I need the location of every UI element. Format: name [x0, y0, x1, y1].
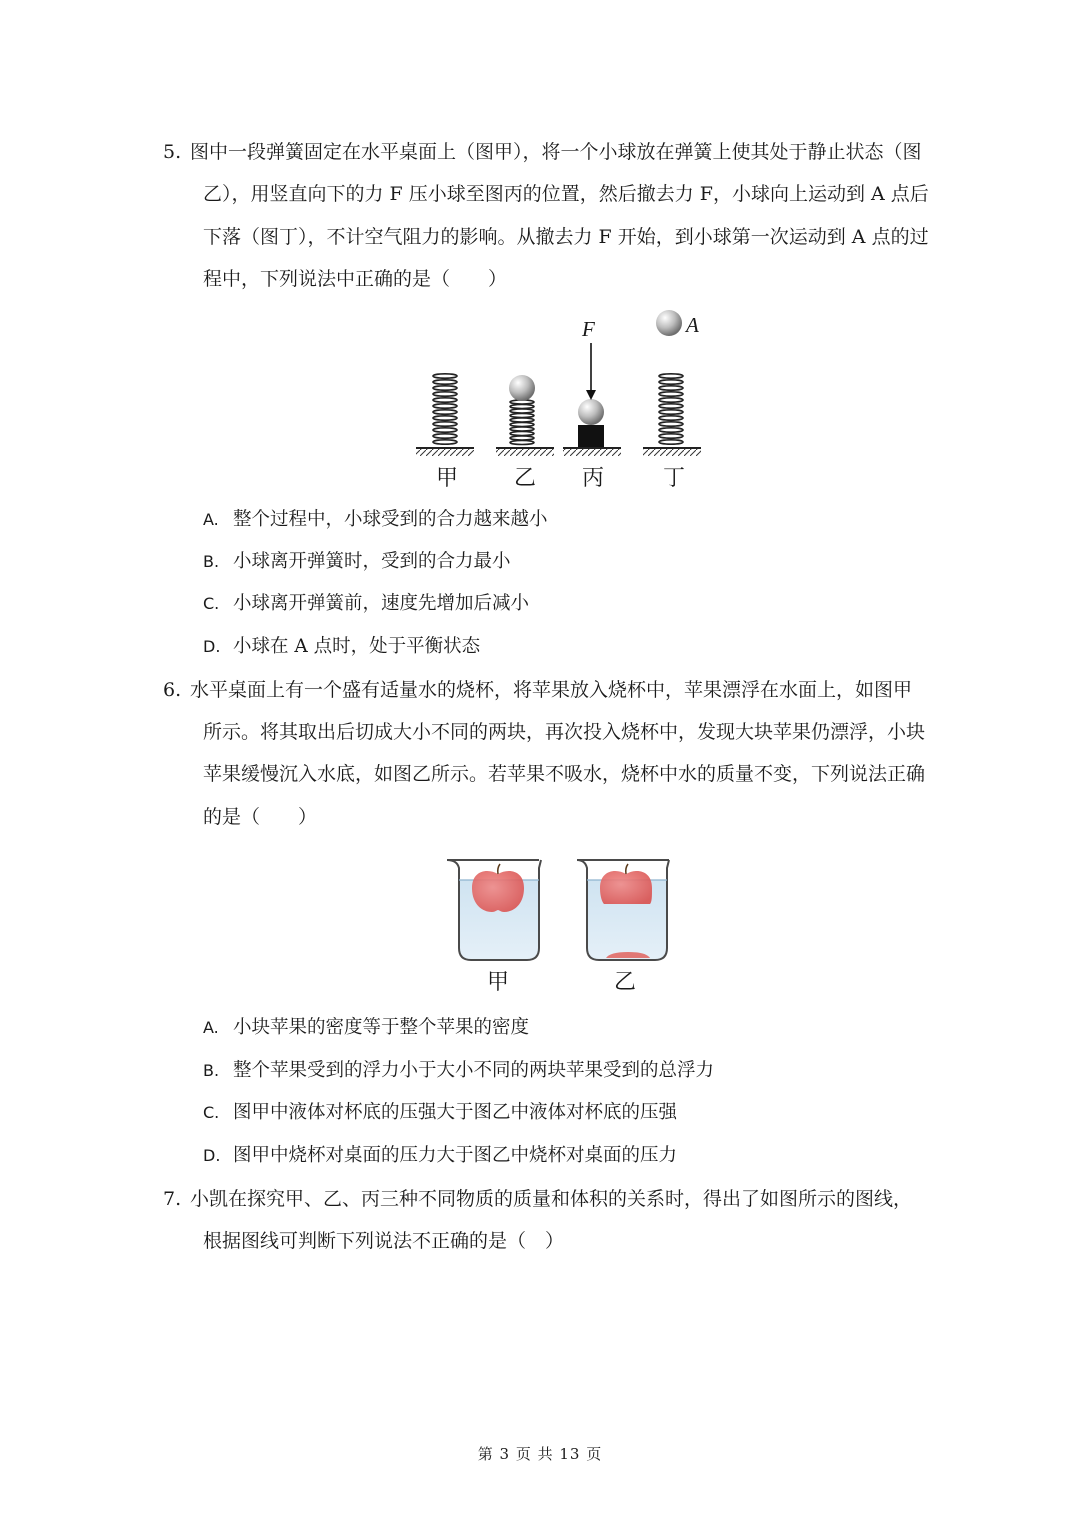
option-text: 整个过程中，小球受到的合力越来越小 — [233, 509, 548, 530]
fig5-label-yi: 乙 — [514, 466, 537, 491]
question-6-line-2: 所示。将其取出后切成大小不同的两块，再次投入烧杯中，发现大块苹果仍漂浮，小块 — [203, 721, 926, 743]
option-letter: C. — [203, 594, 220, 613]
question-6-line-1: 水平桌面上有一个盛有适量水的烧杯，将苹果放入烧杯中，苹果漂浮在水面上，如图甲 — [190, 679, 913, 701]
question-5-line-4: 程中，下列说法中正确的是（ ） — [203, 268, 508, 290]
option-letter: A. — [203, 510, 219, 529]
beaker-jia — [447, 860, 541, 960]
question-7-line-1: 小凯在探究甲、乙、丙三种不同物质的质量和体积的关系时，得出了如图所示的图线， — [190, 1188, 913, 1210]
q6-option-b[interactable] — [203, 1059, 714, 1083]
apple-whole — [472, 871, 524, 912]
option-text: 小块苹果的密度等于整个苹果的密度 — [233, 1017, 530, 1038]
fig6-label-jia: 甲 — [487, 970, 510, 995]
option-letter: A. — [203, 1018, 219, 1037]
question-5-line-2: 乙），用竖直向下的力 F 压小球至图丙的位置，然后撤去力 F，小球向上运动到 A 点后 — [203, 183, 929, 205]
question-7-line-2: 根据图线可判断下列说法不正确的是（ ） — [203, 1230, 565, 1252]
option-text: 小球在 A 点时，处于平衡状态 — [233, 636, 481, 657]
fig5-label-ding: 丁 — [663, 466, 686, 491]
question-5-number: 5. — [163, 141, 182, 163]
option-letter: C. — [203, 1103, 220, 1122]
option-letter: D. — [203, 637, 221, 656]
option-letter: B. — [203, 1061, 220, 1080]
option-text: 小球离开弹簧前，速度先增加后减小 — [233, 593, 530, 614]
force-label: F — [582, 317, 595, 341]
page-footer: 第 3 页 共 13 页 — [477, 1445, 603, 1463]
question-6-line-4: 的是（ ） — [203, 806, 318, 828]
apple-large-piece — [600, 871, 652, 904]
question-7-number: 7. — [163, 1188, 182, 1210]
fig5-label-bing: 丙 — [582, 466, 605, 491]
option-text: 小球离开弹簧时，受到的合力最小 — [233, 551, 511, 572]
option-text: 整个苹果受到的浮力小于大小不同的两块苹果受到的总浮力 — [233, 1060, 715, 1081]
fig5-label-jia: 甲 — [436, 466, 459, 491]
question-5-line-1: 图中一段弹簧固定在水平桌面上（图甲），将一个小球放在弹簧上使其处于静止状态（图 — [190, 141, 922, 163]
option-text: 图甲中液体对杯底的压强大于图乙中液体对杯底的压强 — [233, 1102, 678, 1123]
option-letter: B. — [203, 552, 220, 571]
question-5-line-3: 下落（图丁），不计空气阻力的影响。从撤去力 F 开始，到小球第一次运动到 A 点的过 — [203, 226, 929, 248]
fig6-label-yi: 乙 — [614, 970, 637, 995]
option-text: 图甲中烧杯对桌面的压力大于图乙中烧杯对桌面的压力 — [233, 1145, 678, 1166]
beaker-yi — [577, 860, 669, 960]
q6-option-c[interactable] — [203, 1101, 677, 1125]
question-6-line-3: 苹果缓慢沉入水底，如图乙所示。若苹果不吸水，烧杯中水的质量不变，下列说法正确 — [203, 763, 926, 785]
question-6-number: 6. — [163, 679, 182, 701]
point-a-label: A — [686, 313, 699, 337]
option-letter: D. — [203, 1146, 221, 1165]
q6-option-d[interactable] — [203, 1144, 677, 1168]
q6-option-a[interactable] — [203, 1016, 529, 1040]
